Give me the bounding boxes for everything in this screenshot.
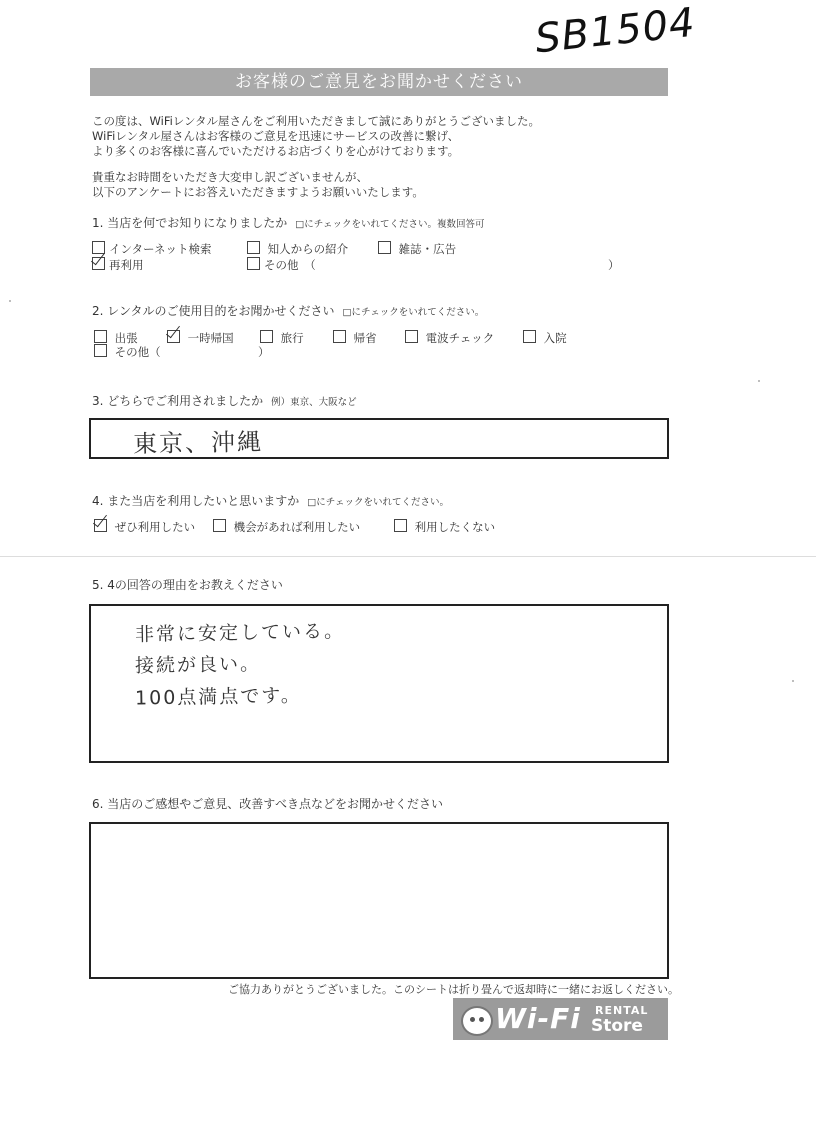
q4-checkbox-no[interactable] [394, 519, 407, 532]
q1-option-label: その他 （ [264, 258, 316, 272]
q2-option-label: 入院 [543, 331, 567, 345]
q1-option-other[interactable] [247, 257, 316, 273]
q2-option-label: 旅行 [280, 331, 304, 345]
q1-option-label: 雑誌・広告 [398, 242, 457, 256]
q5-title: 5. 4の回答の理由をお教えください [92, 578, 283, 592]
q2-option-label: その他（ [114, 345, 161, 359]
q2-checkbox-travel[interactable] [260, 330, 273, 343]
reference-code: SB1504 [533, 0, 698, 63]
q3-answer-box[interactable] [89, 418, 669, 459]
q1-title-text: 1. 当店を何でお知りになりましたか [92, 216, 288, 230]
q1-other-close-paren: ） [608, 258, 620, 272]
q2-checkbox-hospital[interactable] [523, 330, 536, 343]
q1-checkbox-reuse[interactable] [92, 257, 105, 270]
q5-answer-line-3: 100点満点です。 [134, 684, 302, 710]
mascot-icon [461, 1006, 493, 1036]
q3-title-text: 3. どちらでご利用されましたか [92, 394, 264, 408]
q1-note: □にチェックをいれてください。複数回答可 [295, 219, 485, 230]
q4-note: □にチェックをいれてください。 [307, 497, 449, 508]
q2-title-text: 2. レンタルのご使用目的をお聞かせください [92, 304, 335, 318]
q2-option-homecoming[interactable] [167, 330, 234, 346]
q1-checkbox-referral[interactable] [247, 241, 260, 254]
q1-option-reuse[interactable] [92, 257, 144, 273]
intro-line-1: この度は、WiFiレンタル屋さんをご利用いただきまして誠にありがとうございました。 [92, 114, 541, 128]
intro-line-4: 貴重なお時間をいただき大変申し訳ございませんが、 [92, 170, 368, 184]
q2-other-close-paren: ） [258, 345, 270, 359]
logo-rental-text: RENTAL [595, 1004, 649, 1017]
q4-option-no[interactable] [394, 519, 495, 535]
q4-option-definitely[interactable] [94, 519, 195, 535]
q6-title: 6. 当店のご感想やご意見、改善すべき点などをお聞かせください [92, 797, 444, 811]
logo-store-text: Store [591, 1016, 643, 1036]
q3-title [92, 392, 357, 409]
survey-title: お客様のご意見をお聞かせください [90, 68, 668, 96]
scan-speck [758, 380, 760, 382]
q1-title [92, 214, 484, 231]
q1-option-label: インターネット検索 [109, 242, 212, 256]
q2-option-label: 出張 [114, 331, 138, 345]
q4-title-text: 4. また当店を利用したいと思いますか [92, 494, 300, 508]
q2-option-visit-home[interactable] [333, 330, 377, 346]
q5-answer-box[interactable] [89, 604, 669, 763]
q2-checkbox-signal-check[interactable] [405, 330, 418, 343]
q2-checkbox-visit-home[interactable] [333, 330, 346, 343]
intro-line-2: WiFiレンタル屋さんはお客様のご意見を迅速にサービスの改善に繋げ、 [92, 129, 460, 143]
q4-checkbox-if-chance[interactable] [213, 519, 226, 532]
q6-answer-box[interactable] [89, 822, 669, 979]
q4-option-label: 利用したくない [414, 520, 496, 534]
q4-option-label: ぜひ利用したい [114, 520, 196, 534]
q1-option-referral[interactable] [247, 241, 348, 257]
scan-speck [9, 300, 11, 302]
q1-checkbox-magazine[interactable] [378, 241, 391, 254]
q2-checkbox-business[interactable] [94, 330, 107, 343]
footer-note: ご協力ありがとうございました。このシートは折り畳んで返却時に一緒にお返しください。 [228, 983, 679, 996]
q1-option-label: 知人からの紹介 [267, 242, 349, 256]
scan-fold-line [0, 556, 816, 557]
q5-answer-line-2: 接続が良い。 [134, 652, 262, 678]
q1-option-internet[interactable] [92, 241, 211, 257]
q2-option-label: 電波チェック [425, 331, 495, 345]
q2-option-other[interactable] [94, 344, 161, 360]
q4-checkbox-definitely[interactable] [94, 519, 107, 532]
q3-answer-text: 東京、沖縄 [132, 427, 264, 459]
q4-title [92, 492, 449, 509]
q2-checkbox-other[interactable] [94, 344, 107, 357]
brand-logo [453, 998, 668, 1040]
q2-note: □にチェックをいれてください。 [342, 307, 485, 318]
q2-option-hospital[interactable] [523, 330, 567, 346]
scan-speck [792, 680, 794, 682]
q2-option-signal-check[interactable] [405, 330, 494, 346]
intro-line-5: 以下のアンケートにお答えいただきますようお願いいたします。 [92, 185, 424, 199]
q5-answer-line-1: 非常に安定している。 [134, 620, 346, 646]
q1-option-magazine[interactable] [378, 241, 456, 257]
q3-note: 例）東京、大阪など [271, 397, 357, 408]
q2-option-label: 帰省 [353, 331, 377, 345]
q2-title [92, 302, 484, 319]
q2-checkbox-homecoming[interactable] [167, 330, 180, 343]
q4-option-if-chance[interactable] [213, 519, 360, 535]
q4-option-label: 機会があれば利用したい [233, 520, 361, 534]
q1-checkbox-other[interactable] [247, 257, 260, 270]
intro-line-3: より多くのお客様に喜んでいただけるお店づくりを心がけております。 [92, 144, 460, 158]
logo-wifi-text: Wi-Fi [495, 1002, 581, 1035]
q2-option-label: 一時帰国 [187, 331, 234, 345]
q1-option-label: 再利用 [109, 258, 144, 272]
